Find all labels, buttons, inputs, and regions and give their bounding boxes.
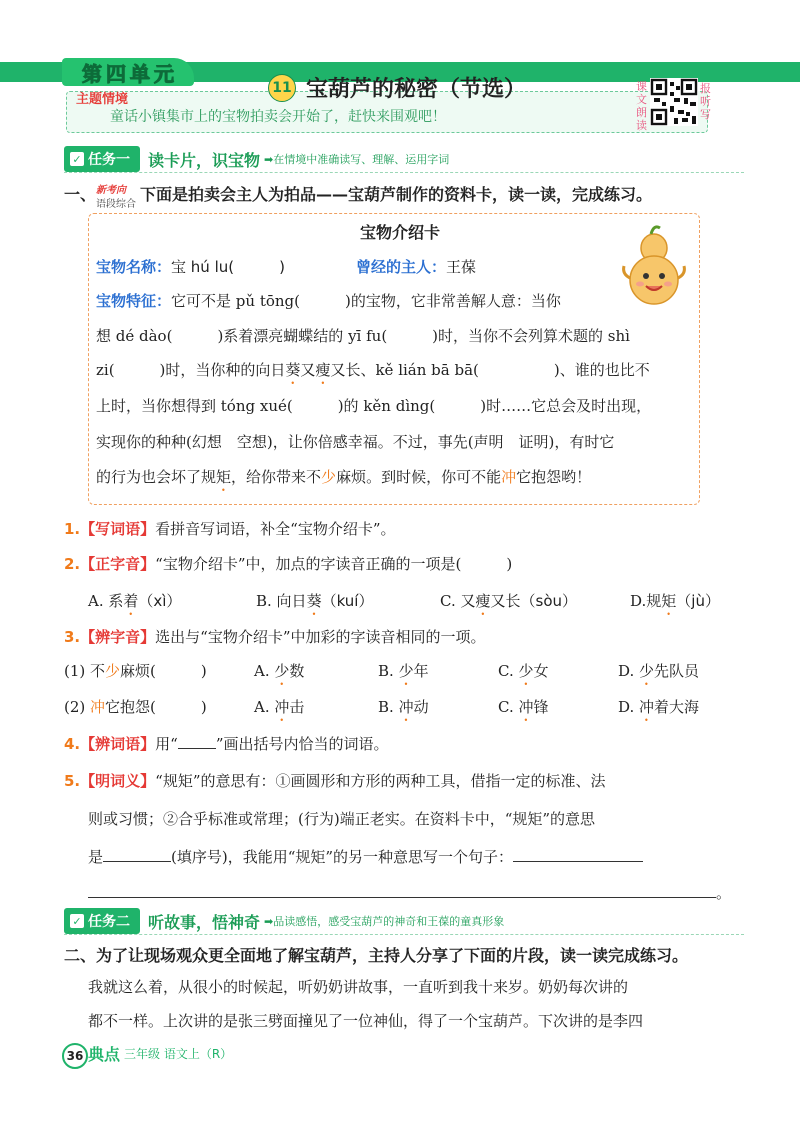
option[interactable]: C. 少女 (498, 662, 549, 680)
option[interactable]: C. 又瘦又长（sòu） (440, 592, 577, 610)
task2-desc: ➡品读感悟，感受宝葫芦的神奇和王葆的童真形象 (264, 915, 505, 928)
task1-title: 读卡片，识宝物 (148, 150, 261, 170)
card-title: 宝物介绍卡 (359, 223, 440, 242)
answer-blank[interactable] (103, 861, 171, 862)
sub-question-2: 2.【正字音】“宝物介绍卡”中，加点的字读音正确的一项是( ) (64, 555, 513, 573)
task1-desc: ➡在情境中准确读写、理解、运用字词 (264, 153, 450, 166)
option[interactable]: A. 系着（xì） (88, 592, 182, 610)
card-line: 实现你的种种(幻想 空想)，让你倍感幸福。不过，事先(声明 证明)，有时它 (96, 433, 615, 451)
sub-question-5: 5.【明词义】“规矩”的意思有：①画圆形和方形的两种工具，借指一定的标准、法 (64, 772, 606, 790)
card-name-row: 宝物名称：宝 hú lu( ) (96, 258, 285, 276)
task1-tag (64, 146, 140, 172)
card-owner-row: 曾经的主人：王葆 (356, 258, 477, 276)
q1-number: 一、 (64, 185, 97, 204)
card-line: 想 dé dào( )系着漂亮蝴蝶结的 yī fu( )时，当你不会列算术题的 shì (96, 327, 630, 345)
unit-char: 第 (82, 61, 102, 86)
option[interactable]: B. 向日葵（kuí） (256, 592, 374, 610)
answer-blank[interactable] (88, 897, 716, 898)
lesson-title: 宝葫芦的秘密（节选） (306, 77, 527, 102)
card-feature-row: 宝物特征：它可不是 pǔ tōng( )的宝物，它非常善解人意：当你 (96, 292, 561, 310)
check-icon: ✓ (70, 152, 84, 166)
answer-blank[interactable] (513, 861, 643, 862)
lesson-number: 11 (268, 74, 296, 102)
sub3-row2-label: (2) 冲它抱怨( ) (64, 698, 207, 716)
gourd-mascot-icon (618, 222, 688, 308)
theme-text: 童话小镇集市上的宝物拍卖会开始了，赶快来围观吧！ (110, 109, 446, 125)
divider (64, 934, 744, 935)
option[interactable]: D. 冲着大海 (618, 698, 700, 716)
sub-question-1: 1.【写词语】看拼音写词语，补全“宝物介绍卡”。 (64, 520, 396, 538)
sub-question-4: 4.【辨词语】用“ ”画出括号内恰当的词语。 (64, 735, 389, 753)
sub5-line: 。 (88, 882, 731, 903)
option[interactable]: B. 冲动 (378, 698, 429, 716)
new-tag: 新考向 语段综合 (96, 185, 137, 210)
option[interactable]: D. 少先队员 (618, 662, 700, 680)
unit-char: 元 (154, 61, 174, 86)
footer-text: 三年级 语文上（R） (124, 1047, 233, 1061)
task2-tag (64, 908, 140, 934)
task1-bar (64, 146, 449, 172)
qr-code-icon[interactable] (650, 78, 698, 126)
sub5-line: 则或习惯；②合乎标准或常理；(行为)端正老实。在资料卡中，“规矩”的意思 (88, 810, 596, 828)
option[interactable]: B. 少年 (378, 662, 429, 680)
option[interactable]: D.规矩（jù） (630, 592, 720, 610)
task2-title: 听故事，悟神奇 (148, 912, 261, 932)
task2-tag-label: 任务二 (88, 914, 130, 930)
task1-tag-label: 任务一 (88, 152, 130, 168)
card-line: 上时，当你想得到 tóng xué( )的 kěn dìng( )时……它总会及时出现， (96, 397, 652, 415)
card-line: 的行为也会坏了规矩，给你带来不少麻烦。到时候，你可不能冲它抱怨哟！ (96, 468, 592, 486)
page-number: 36 (62, 1043, 88, 1069)
sub3-row1-label: (1) 不少麻烦( ) (64, 662, 207, 680)
story-paragraph: 我就这么着，从很小的时候起，听奶奶讲故事，一直听到我十来岁。奶奶每次讲的 (88, 978, 629, 996)
underline-sample (178, 748, 216, 749)
option[interactable]: A. 冲击 (254, 698, 305, 716)
sub5-line: 是 (填序号)，我能用“规矩”的另一种意思写一个句子： (88, 846, 643, 867)
divider (64, 172, 744, 173)
option[interactable]: C. 冲锋 (498, 698, 549, 716)
task2-bar (64, 908, 504, 934)
q1-heading (64, 182, 652, 210)
sub-question-3: 3.【辨字音】选出与“宝物介绍卡”中加彩的字读音相同的一项。 (64, 628, 486, 646)
check-icon: ✓ (70, 914, 84, 928)
qr-label-dictation: 报听写 (700, 82, 711, 121)
unit-char: 单 (130, 61, 150, 86)
qr-label-read: 课文朗读 (636, 80, 647, 132)
theme-label: 主题情境 (76, 92, 129, 107)
card-line: zi( )时，当你种的向日葵又瘦又长、kě lián bā bā( )、谁的也比不 (96, 361, 650, 379)
unit-badge (62, 58, 194, 86)
option[interactable]: A. 少数 (254, 662, 305, 680)
q2-heading: 二、为了让现场观众更全面地了解宝葫芦，主持人分享了下面的片段，读一读完成练习。 (64, 946, 689, 965)
brand-logo: 典点 (88, 1045, 121, 1064)
q1-text: 下面是拍卖会主人为拍品——宝葫芦制作的资料卡，读一读，完成练习。 (140, 185, 653, 204)
story-paragraph: 都不一样。上次讲的是张三劈面撞见了一位神仙，得了一个宝葫芦。下次讲的是李四 (88, 1012, 644, 1030)
unit-char: 四 (106, 61, 126, 86)
